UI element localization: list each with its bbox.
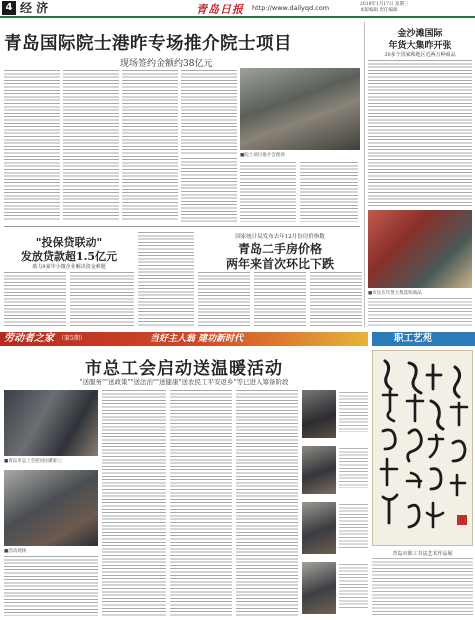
labor-photo-2 xyxy=(4,470,98,546)
editor-line: 2018年1月17日 星期三 xyxy=(360,2,409,7)
labor-body-col-2 xyxy=(102,390,166,616)
labor-photo-1-caption: ■青岛市总工会慰问困难职工 xyxy=(4,459,63,464)
house-body-col-3 xyxy=(310,272,362,326)
house-body-col-1 xyxy=(198,272,250,326)
loan-deck: 助力8家中小微企业解决资金难题 xyxy=(32,264,106,270)
labor-photo-3-caption xyxy=(339,392,368,432)
site-url: http://www.dailyqd.com xyxy=(252,4,330,12)
lead-photo xyxy=(240,68,360,150)
calligraphy-artwork xyxy=(372,350,473,546)
lead-body-col-4 xyxy=(181,70,237,155)
gold-headline: 年货大集昨开张 xyxy=(388,41,452,51)
gold-photo-caption: ■市民在年货大集选购商品 xyxy=(368,291,422,296)
page-number-badge: 4 xyxy=(2,1,16,15)
workers-banner-title: 职工艺苑 xyxy=(394,333,433,344)
lead-body-col-7 xyxy=(300,162,358,222)
labor-photo-6-caption xyxy=(339,564,368,608)
loan-subhead: 发放贷款超1.5亿元 xyxy=(20,250,118,263)
lead-body-col-1 xyxy=(4,70,60,222)
labor-banner-slogan: 当好主人翁 建功新时代 xyxy=(150,334,244,344)
labor-photo-2-caption: ■活动现场 xyxy=(4,549,27,554)
masthead xyxy=(0,0,475,18)
section-name: 经 济 xyxy=(20,1,49,15)
lead-body-col-2 xyxy=(63,70,119,222)
labor-banner-title: 劳动者之家 xyxy=(4,333,54,344)
labor-body-col-3 xyxy=(170,390,232,616)
labor-right-photos xyxy=(302,390,368,616)
labor-photo-6 xyxy=(302,562,336,614)
labor-photo-3 xyxy=(302,390,336,438)
lead-photo-caption: ■院士项目推介会现场 xyxy=(240,153,285,158)
labor-banner-issue: （第5期） xyxy=(58,335,86,342)
gold-photo xyxy=(368,210,472,288)
lead-body-col-6 xyxy=(240,162,296,222)
seal-mark xyxy=(457,515,467,525)
labor-body-col-4 xyxy=(236,390,298,616)
labor-photo-4-caption xyxy=(339,448,368,488)
labor-photo-1 xyxy=(4,390,98,456)
loan-body-col-2 xyxy=(70,272,134,326)
labor-photo-5-caption xyxy=(339,504,368,548)
lead-body-col-5 xyxy=(181,158,237,222)
labor-body-col-1a xyxy=(4,556,98,616)
newspaper-logo: 青岛日报 xyxy=(196,3,244,16)
lead-body-col-3 xyxy=(122,70,178,222)
house-headline: 青岛二手房价格 xyxy=(237,242,322,256)
lead-headline: 青岛国际院士港昨专场推介院士项目 xyxy=(4,34,292,54)
loan-body-col-3 xyxy=(138,232,194,326)
calligraphy-strokes xyxy=(373,351,474,547)
gold-body-2 xyxy=(368,298,472,326)
house-headline-2: 两年来首次环比下跌 xyxy=(225,257,334,271)
labor-photo-4 xyxy=(302,446,336,494)
right-col-rule xyxy=(364,22,365,327)
house-body-col-2 xyxy=(254,272,306,326)
labor-deck: "送服务""送政策""送法治""送健康"送农民工平安返乡"等已进入筹备阶段 xyxy=(79,378,289,386)
workers-body xyxy=(372,558,473,616)
house-kicker: 国家统计局发布去年12月份房价指数 xyxy=(235,234,325,240)
loan-headline: "投保贷联动" xyxy=(35,236,103,249)
labor-banner xyxy=(0,332,368,346)
gold-body xyxy=(368,60,472,208)
lead-subhead: 现场签约金额约38亿元 xyxy=(120,59,213,69)
loan-body-col-1 xyxy=(4,272,66,326)
labor-headline: 市总工会启动送温暖活动 xyxy=(85,359,283,379)
gold-kicker: 金沙滩国际 xyxy=(397,29,443,39)
gold-subhead: 30多个国家和地区近两万种商品 xyxy=(384,52,456,58)
editor-line-2: 本版编辑 责任编辑 xyxy=(360,8,398,13)
workers-caption: 青岛市职工书法艺术作品展 xyxy=(392,551,453,557)
mid-rule xyxy=(4,226,360,227)
workers-banner xyxy=(372,332,475,346)
labor-photo-5 xyxy=(302,502,336,554)
